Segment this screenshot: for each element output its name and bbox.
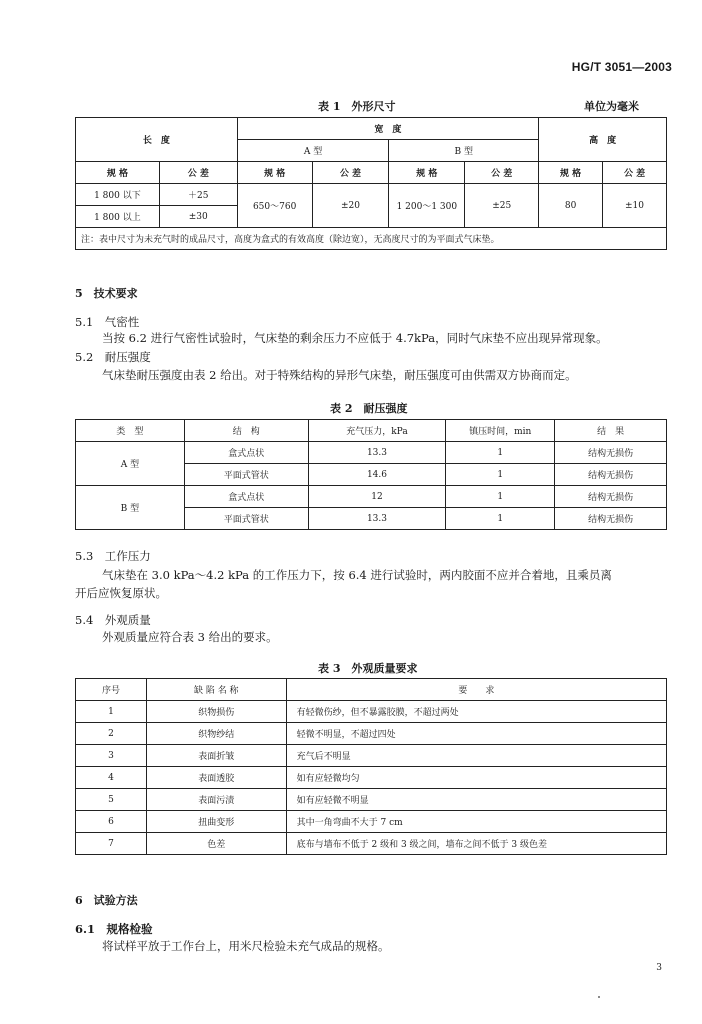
- t2-header: 充气压力，kPa: [308, 420, 446, 442]
- t2-pressure: 12: [308, 486, 446, 508]
- sec51-text: 当按 6.2 进行气密性试验时，气床垫的剩余压力不应低于 4.7kPa，同时气床垫不应出现异常现象。: [102, 331, 608, 345]
- t3-name: 色差: [146, 833, 286, 855]
- t2-struct: 平面式管状: [184, 508, 308, 530]
- t3-no: 2: [76, 723, 147, 745]
- table-row: [76, 811, 667, 833]
- t2-result: 结构无损伤: [555, 442, 667, 464]
- t1-h-type-a: A 型: [237, 140, 389, 162]
- t1-h-spec: 规 格: [237, 162, 312, 184]
- table-row: [76, 723, 667, 745]
- t1-b-tol: ±25: [465, 184, 539, 228]
- table-row: [76, 767, 667, 789]
- table-row: [76, 745, 667, 767]
- table-row: [76, 442, 667, 464]
- t2-result: 结构无损伤: [555, 508, 667, 530]
- t2-time: 1: [446, 486, 555, 508]
- sec53-text2: 开后应恢复原状。: [75, 586, 167, 600]
- sec5-title: 5 技术要求: [75, 287, 138, 300]
- t1-h-tol: 公 差: [312, 162, 389, 184]
- table-row: [76, 833, 667, 855]
- t2-result: 结构无损伤: [555, 486, 667, 508]
- table-row: [76, 486, 667, 508]
- sec61-text: 将试样平放于工作台上，用米尺检验未充气成品的规格。: [102, 939, 390, 953]
- t1-len-spec-2: 1 800 以上: [76, 206, 160, 228]
- table3-caption: 表 3 外观质量要求: [318, 662, 418, 675]
- t2-type-b: B 型: [76, 486, 185, 530]
- t1-h-length: 长 度: [76, 118, 238, 162]
- t3-req: 有轻微伤纱，但不暴露胶膜，不超过两处: [286, 701, 666, 723]
- t3-no: 5: [76, 789, 147, 811]
- t3-req: 如有应轻微均匀: [286, 767, 666, 789]
- t2-type-a: A 型: [76, 442, 185, 486]
- t3-name: 表面透胶: [146, 767, 286, 789]
- t3-no: 4: [76, 767, 147, 789]
- sec53-text1: 气床垫在 3.0 kPa～4.2 kPa 的工作压力下，按 6.4 进行试验时，两内胶面不应并合着地，且乘员离: [102, 568, 612, 582]
- t2-header: 结 果: [555, 420, 667, 442]
- t3-name: 织物损伤: [146, 701, 286, 723]
- table1-caption: 表 1 外形尺寸: [318, 100, 396, 113]
- t3-req: 底布与墙布不低于 2 级和 3 级之间，墙布之间不低于 3 级色差: [286, 833, 666, 855]
- t1-h-spec: 规 格: [76, 162, 160, 184]
- sec52-text: 气床垫耐压强度由表 2 给出。对于特殊结构的异形气床垫，耐压强度可由供需双方协商而定。: [102, 368, 577, 382]
- sec61-title: 6.1 规格检验: [75, 922, 153, 936]
- page-number: 3: [656, 963, 662, 973]
- t2-time: 1: [446, 464, 555, 486]
- sec54-text: 外观质量应符合表 3 给出的要求。: [102, 630, 278, 644]
- t2-struct: 盒式点状: [184, 486, 308, 508]
- t3-name: 扭曲变形: [146, 811, 286, 833]
- t3-header: 序号: [76, 679, 147, 701]
- sec52-title: 5.2 耐压强度: [75, 350, 151, 364]
- sec51-title: 5.1 气密性: [75, 315, 140, 329]
- standard-id: HG/T 3051—2003: [571, 60, 672, 74]
- t1-a-spec: 650～760: [237, 184, 312, 228]
- t3-no: 3: [76, 745, 147, 767]
- t1-h-type-b: B 型: [389, 140, 539, 162]
- t2-time: 1: [446, 442, 555, 464]
- t2-pressure: 14.6: [308, 464, 446, 486]
- t2-time: 1: [446, 508, 555, 530]
- t1-h-spec: 规 格: [539, 162, 603, 184]
- t1-len-tol-1: ＋25: [159, 184, 237, 206]
- sec54-title: 5.4 外观质量: [75, 613, 151, 627]
- t1-h-spec: 规 格: [389, 162, 465, 184]
- t2-header: 镇压时间，min: [446, 420, 555, 442]
- t3-header: 要 求: [286, 679, 666, 701]
- t1-len-tol-2: ±30: [159, 206, 237, 228]
- t2-struct: 盒式点状: [184, 442, 308, 464]
- sec6-title: 6 试验方法: [75, 894, 138, 907]
- t1-b-spec: 1 200～1 300: [389, 184, 465, 228]
- t1-a-tol: ±20: [312, 184, 389, 228]
- t3-req: 如有应轻微不明显: [286, 789, 666, 811]
- t1-height-tol: ±10: [603, 184, 667, 228]
- t3-no: 1: [76, 701, 147, 723]
- t1-h-height: 高 度: [539, 118, 667, 162]
- t3-req: 其中一角弯曲不大于 7 cm: [286, 811, 666, 833]
- t2-header: 类 型: [76, 420, 185, 442]
- table-row: [76, 789, 667, 811]
- t1-height-spec: 80: [539, 184, 603, 228]
- t3-name: 表面污渍: [146, 789, 286, 811]
- t3-no: 7: [76, 833, 147, 855]
- t3-header: 缺 陷 名 称: [146, 679, 286, 701]
- t1-h-tol: 公 差: [465, 162, 539, 184]
- table-row: [76, 701, 667, 723]
- table1-unit: 单位为毫米: [584, 100, 639, 113]
- t3-req: 充气后不明显: [286, 745, 666, 767]
- table1: [75, 117, 667, 250]
- table3: [75, 678, 667, 855]
- table2: [75, 419, 667, 530]
- t1-h-tol: 公 差: [159, 162, 237, 184]
- t3-name: 表面折皱: [146, 745, 286, 767]
- t3-name: 织物纱结: [146, 723, 286, 745]
- t2-pressure: 13.3: [308, 508, 446, 530]
- t1-h-tol: 公 差: [603, 162, 667, 184]
- t3-no: 6: [76, 811, 147, 833]
- t2-result: 结构无损伤: [555, 464, 667, 486]
- t2-pressure: 13.3: [308, 442, 446, 464]
- t1-h-width: 宽 度: [237, 118, 538, 140]
- t1-note: 注：表中尺寸为未充气时的成品尺寸，高度为盒式的有效高度（除边宽），无高度尺寸的为平面式气床垫。: [76, 228, 667, 250]
- t2-struct: 平面式管状: [184, 464, 308, 486]
- scan-speck: [598, 996, 600, 998]
- sec53-title: 5.3 工作压力: [75, 549, 151, 563]
- t2-header: 结 构: [184, 420, 308, 442]
- t1-len-spec-1: 1 800 以下: [76, 184, 160, 206]
- t3-req: 轻微不明显，不超过四处: [286, 723, 666, 745]
- table2-caption: 表 2 耐压强度: [330, 402, 408, 415]
